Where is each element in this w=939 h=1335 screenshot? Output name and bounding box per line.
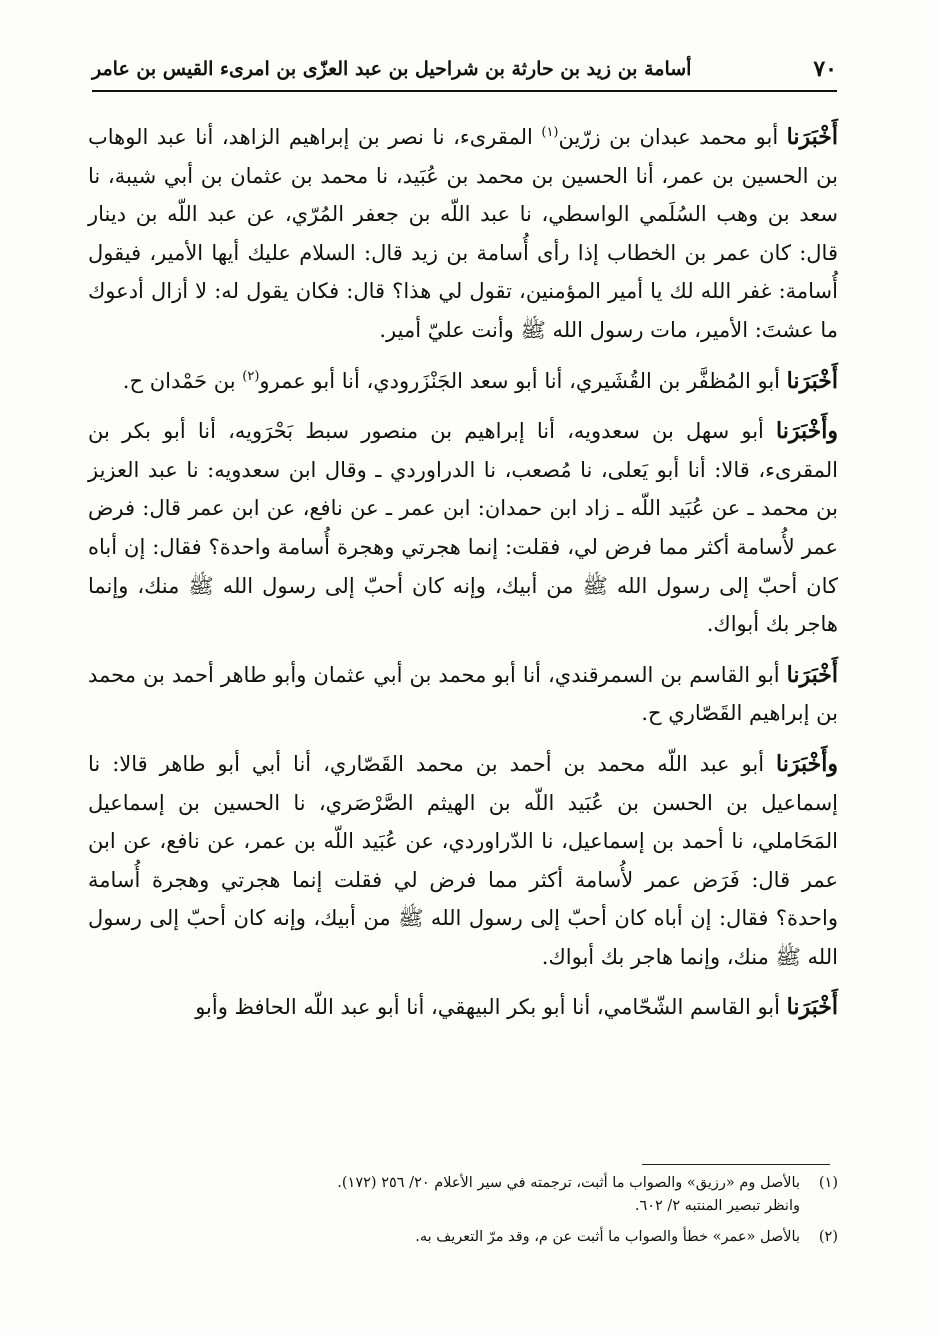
running-title: أسامة بن زيد بن حارثة بن شراحيل بن عبد العزّى بن امرىء القيس بن عامر bbox=[92, 58, 692, 80]
paragraph-text: أبو سهل بن سعدويه، أنا إبراهيم بن منصور سبط بَحْرَويه، أنا أبو بكر بن المقرىء، قالا: أنا أبو يَعلى، نا مُصعب، نا الدراوردي ـ وقال ابن سعدويه: نا عبد العزيز بن محمد ـ عن عُبَيد اللّه ـ زاد ابن حمدان: ابن عمر ـ عن نافع، عن ابن عمر قال: فرض عمر لأُسامة أكثر مما فرض لي، فقلت: إنما هجرتي وهجرة أُسامة واحدة؟ فقال: إن أباه كان أحبّ إلى رسول الله ﷺ من أبيك، وإنه كان أحبّ إلى رسول الله ﷺ منك، وإنما هاجر بك أبواك. bbox=[88, 419, 838, 637]
footnote-2 bbox=[210, 1226, 838, 1249]
footnotes bbox=[210, 1172, 838, 1257]
footnote-text: بالأصل «عمر» خطأ والصواب ما أثبت عن م، وقد مرّ التعريف به. bbox=[415, 1229, 800, 1245]
footnote-text-cont: وانظر تبصير المنتبه ٢/ ٦٠٢. bbox=[634, 1198, 800, 1214]
paragraph-lead: أَخْبَرَنا bbox=[786, 661, 838, 688]
paragraph-6 bbox=[88, 988, 838, 1027]
footnote-ref-2: (٢) bbox=[242, 368, 260, 384]
page-header bbox=[92, 52, 837, 92]
paragraph-5 bbox=[88, 745, 838, 977]
footnote-number: (١) bbox=[818, 1175, 838, 1191]
paragraph-2 bbox=[88, 362, 838, 401]
paragraph-text: أبو القاسم بن السمرقندي، أنا أبو محمد بن أبي عثمان وأبو طاهر أحمد بن محمد بن إبراهيم القَصّاري ح. bbox=[88, 662, 838, 726]
footnote-number: (٢) bbox=[818, 1229, 838, 1245]
footnote-text: بالأصل وم «رزيق» والصواب ما أثبت، ترجمته في سير الأعلام ٢٠/ ٢٥٦ (١٧٢). bbox=[337, 1175, 800, 1191]
paragraph-lead: أَخْبَرَنا bbox=[786, 367, 838, 394]
main-text bbox=[88, 118, 838, 1027]
footnote-1 bbox=[210, 1172, 838, 1218]
footnote-ref-1: (١) bbox=[541, 125, 559, 140]
paragraph-lead: وأَخْبَرَنا bbox=[776, 418, 838, 445]
paragraph-text: أبو محمد عبدان بن زرّين bbox=[558, 125, 787, 149]
page-number: ٧٠ bbox=[813, 56, 837, 82]
paragraph-text: أبو القاسم الشّحّامي، أنا أبو بكر البيهقي، أنا أبو عبد اللّه الحافظ وأبو bbox=[195, 995, 787, 1020]
paragraph-text-cont: المقرىء، نا نصر بن إبراهيم الزاهد، أنا عبد الوهاب بن الحسين بن عمر، أنا الحسين بن محمد بن عُبَيد، نا محمد بن عثمان بن أبي شيبة، نا سعد بن وهب السُلَمي الواسطي، نا عبد اللّه بن جعفر المُرّي، عن عبد اللّه بن دينار قال: كان عمر بن الخطاب إذا رأى أُسامة بن زيد قال: السلام عليك أيها الأمير، فيقول أُسامة: غفر الله لك يا أمير المؤمنين، تقول لي هذا؟ قال: فكان يقول له: لا أزال أدعوك ما عشتَ: الأمير، مات رسول الله ﷺ وأنت عليّ أمير. bbox=[88, 125, 838, 342]
paragraph-4 bbox=[88, 656, 838, 733]
paragraph-lead: أَخْبَرَنا bbox=[786, 124, 838, 150]
footnote-separator bbox=[642, 1164, 830, 1165]
paragraph-lead: وأَخْبَرَنا bbox=[776, 750, 838, 777]
header-rule bbox=[92, 90, 837, 92]
paragraph-text-cont: بن حَمْدان ح. bbox=[122, 368, 243, 393]
paragraph-text: أبو المُظفَّر بن القُشَيري، أنا أبو سعد الجَنْزَرودي، أنا أبو عمرو bbox=[259, 368, 787, 393]
paragraph-text: أبو عبد اللّه محمد بن أحمد بن محمد القَصّاري، أنا أبي أبو طاهر قالا: نا إسماعيل بن الحسن بن عُبَيد اللّه بن الهيثم الصَّرْصَري، نا الحسين بن إسماعيل المَحَاملي، نا أحمد بن إسماعيل، نا الدّراوردي، عن عُبَيد اللّه بن عمر، عن نافع، عن ابن عمر قال: فَرَض عمر لأُسامة أكثر مما فرض لي فقلت إنما هجرتي وهجرة أُسامة واحدة؟ فقال: إن أباه كان أحبّ إلى رسول الله ﷺ من أبيك، وإنه كان أحبّ إلى رسول الله ﷺ منك، وإنما هاجر بك أبواك. bbox=[88, 751, 838, 969]
paragraph-3 bbox=[88, 412, 838, 644]
paragraph-lead: أَخْبَرَنا bbox=[786, 994, 838, 1021]
paragraph-1 bbox=[88, 118, 838, 350]
